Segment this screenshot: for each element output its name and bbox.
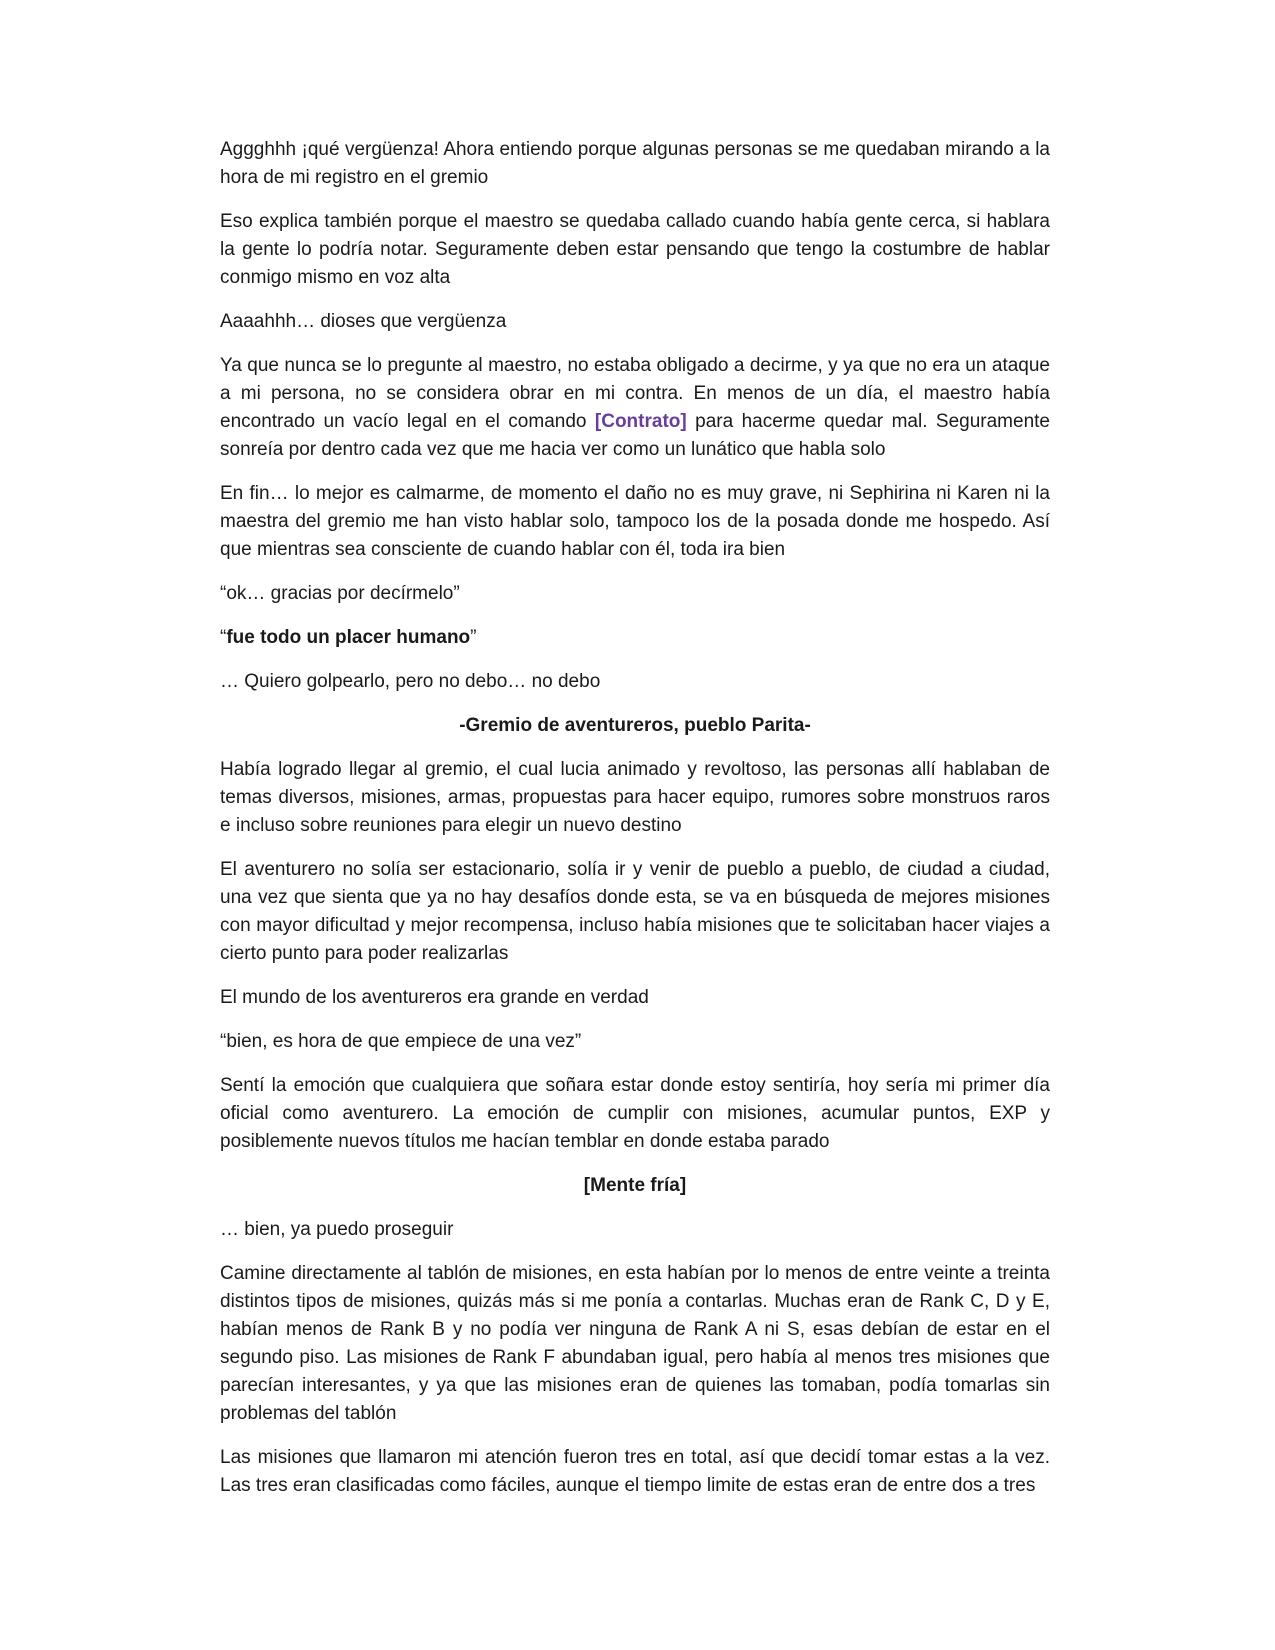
quote-open: “ [220, 627, 227, 648]
paragraph-text: Ya que nunca se lo pregunte al maestro, no estaba obligado a decirme, y ya que no era un ataque a mi persona, no se considera obrar en mi contra. En menos de un día, el maestro había encontrado un vacío legal en el comando [220, 355, 1050, 432]
contract-command: [Contrato] [594, 411, 687, 432]
dialogue-line: “ok… gracias por decírmelo” [220, 583, 460, 604]
dialogue-line: “bien, es hora de que empiece de una vez” [220, 1031, 582, 1052]
section-heading: -Gremio de aventureros, pueblo Parita- [459, 715, 811, 736]
paragraph: Eso explica también porque el maestro se quedaba callado cuando había gente cerca, si hablara la gente lo podría notar. Seguramente deben estar pensando que tengo la costumbre de hablar conmigo mismo en voz alta [220, 211, 1050, 288]
paragraph: … bien, ya puedo proseguir [220, 1219, 454, 1240]
paragraph: El aventurero no solía ser estacionario, solía ir y venir de pueblo a pueblo, de ciudad a ciudad, una vez que sienta que ya no hay desafíos donde esta, se va en búsqueda de mejores misiones con mayor dificultad y mejor recompensa, incluso había misiones que te solicitaban hacer viajes a cierto punto para poder realizarlas [220, 859, 1050, 964]
dialogue-line-bold [220, 624, 1050, 652]
paragraph: Había logrado llegar al gremio, el cual lucia animado y revoltoso, las personas allí hablaban de temas diversos, misiones, armas, propuestas para hacer equipo, rumores sobre monstruos raros e incluso sobre reuniones para elegir un nuevo destino [220, 759, 1050, 836]
paragraph: Aggghhh ¡qué vergüenza! Ahora entiendo porque algunas personas se me quedaban mirando a la hora de mi registro en el gremio [220, 139, 1050, 188]
bold-dialogue: fue todo un placer humano [226, 627, 471, 648]
paragraph: Las misiones que llamaron mi atención fueron tres en total, así que decidí tomar estas a la vez. Las tres eran clasificadas como fáciles, aunque el tiempo limite de estas eran de entre dos a tres [220, 1447, 1050, 1496]
paragraph: El mundo de los aventureros era grande en verdad [220, 987, 649, 1008]
skill-heading: [Mente fría] [583, 1175, 687, 1196]
paragraph: Sentí la emoción que cualquiera que soñara estar donde estoy sentiría, hoy sería mi primer día oficial como aventurero. La emoción de cumplir con misiones, acumular puntos, EXP y posiblemente nuevos títulos me hacían temblar en donde estaba parado [220, 1075, 1050, 1152]
document-page [220, 136, 1050, 1516]
paragraph: Camine directamente al tablón de misiones, en esta habían por lo menos de entre veinte a treinta distintos tipos de misiones, quizás más si me ponía a contarlas. Muchas eran de Rank C, D y E, habían menos de Rank B y no podía ver ninguna de Rank A ni S, esas debían de estar en el segundo piso. Las misiones de Rank F abundaban igual, pero había al menos tres misiones que parecían interesantes, y ya que las misiones eran de quienes las tomaban, podía tomarlas sin problemas del tablón [220, 1263, 1050, 1424]
quote-close: ” [470, 627, 477, 648]
paragraph: Aaaahhh… dioses que vergüenza [220, 311, 507, 332]
paragraph-contract [220, 352, 1050, 464]
paragraph: … Quiero golpearlo, pero no debo… no debo [220, 671, 601, 692]
paragraph-text: para hacerme quedar mal. Seguramente sonreía por dentro cada vez que me hacia ver como un lunático que habla solo [220, 411, 1050, 460]
paragraph: En fin… lo mejor es calmarme, de momento el daño no es muy grave, ni Sephirina ni Karen ni la maestra del gremio me han visto hablar solo, tampoco los de la posada donde me hospedo. Así que mientras sea consciente de cuando hablar con él, toda ira bien [220, 483, 1050, 560]
